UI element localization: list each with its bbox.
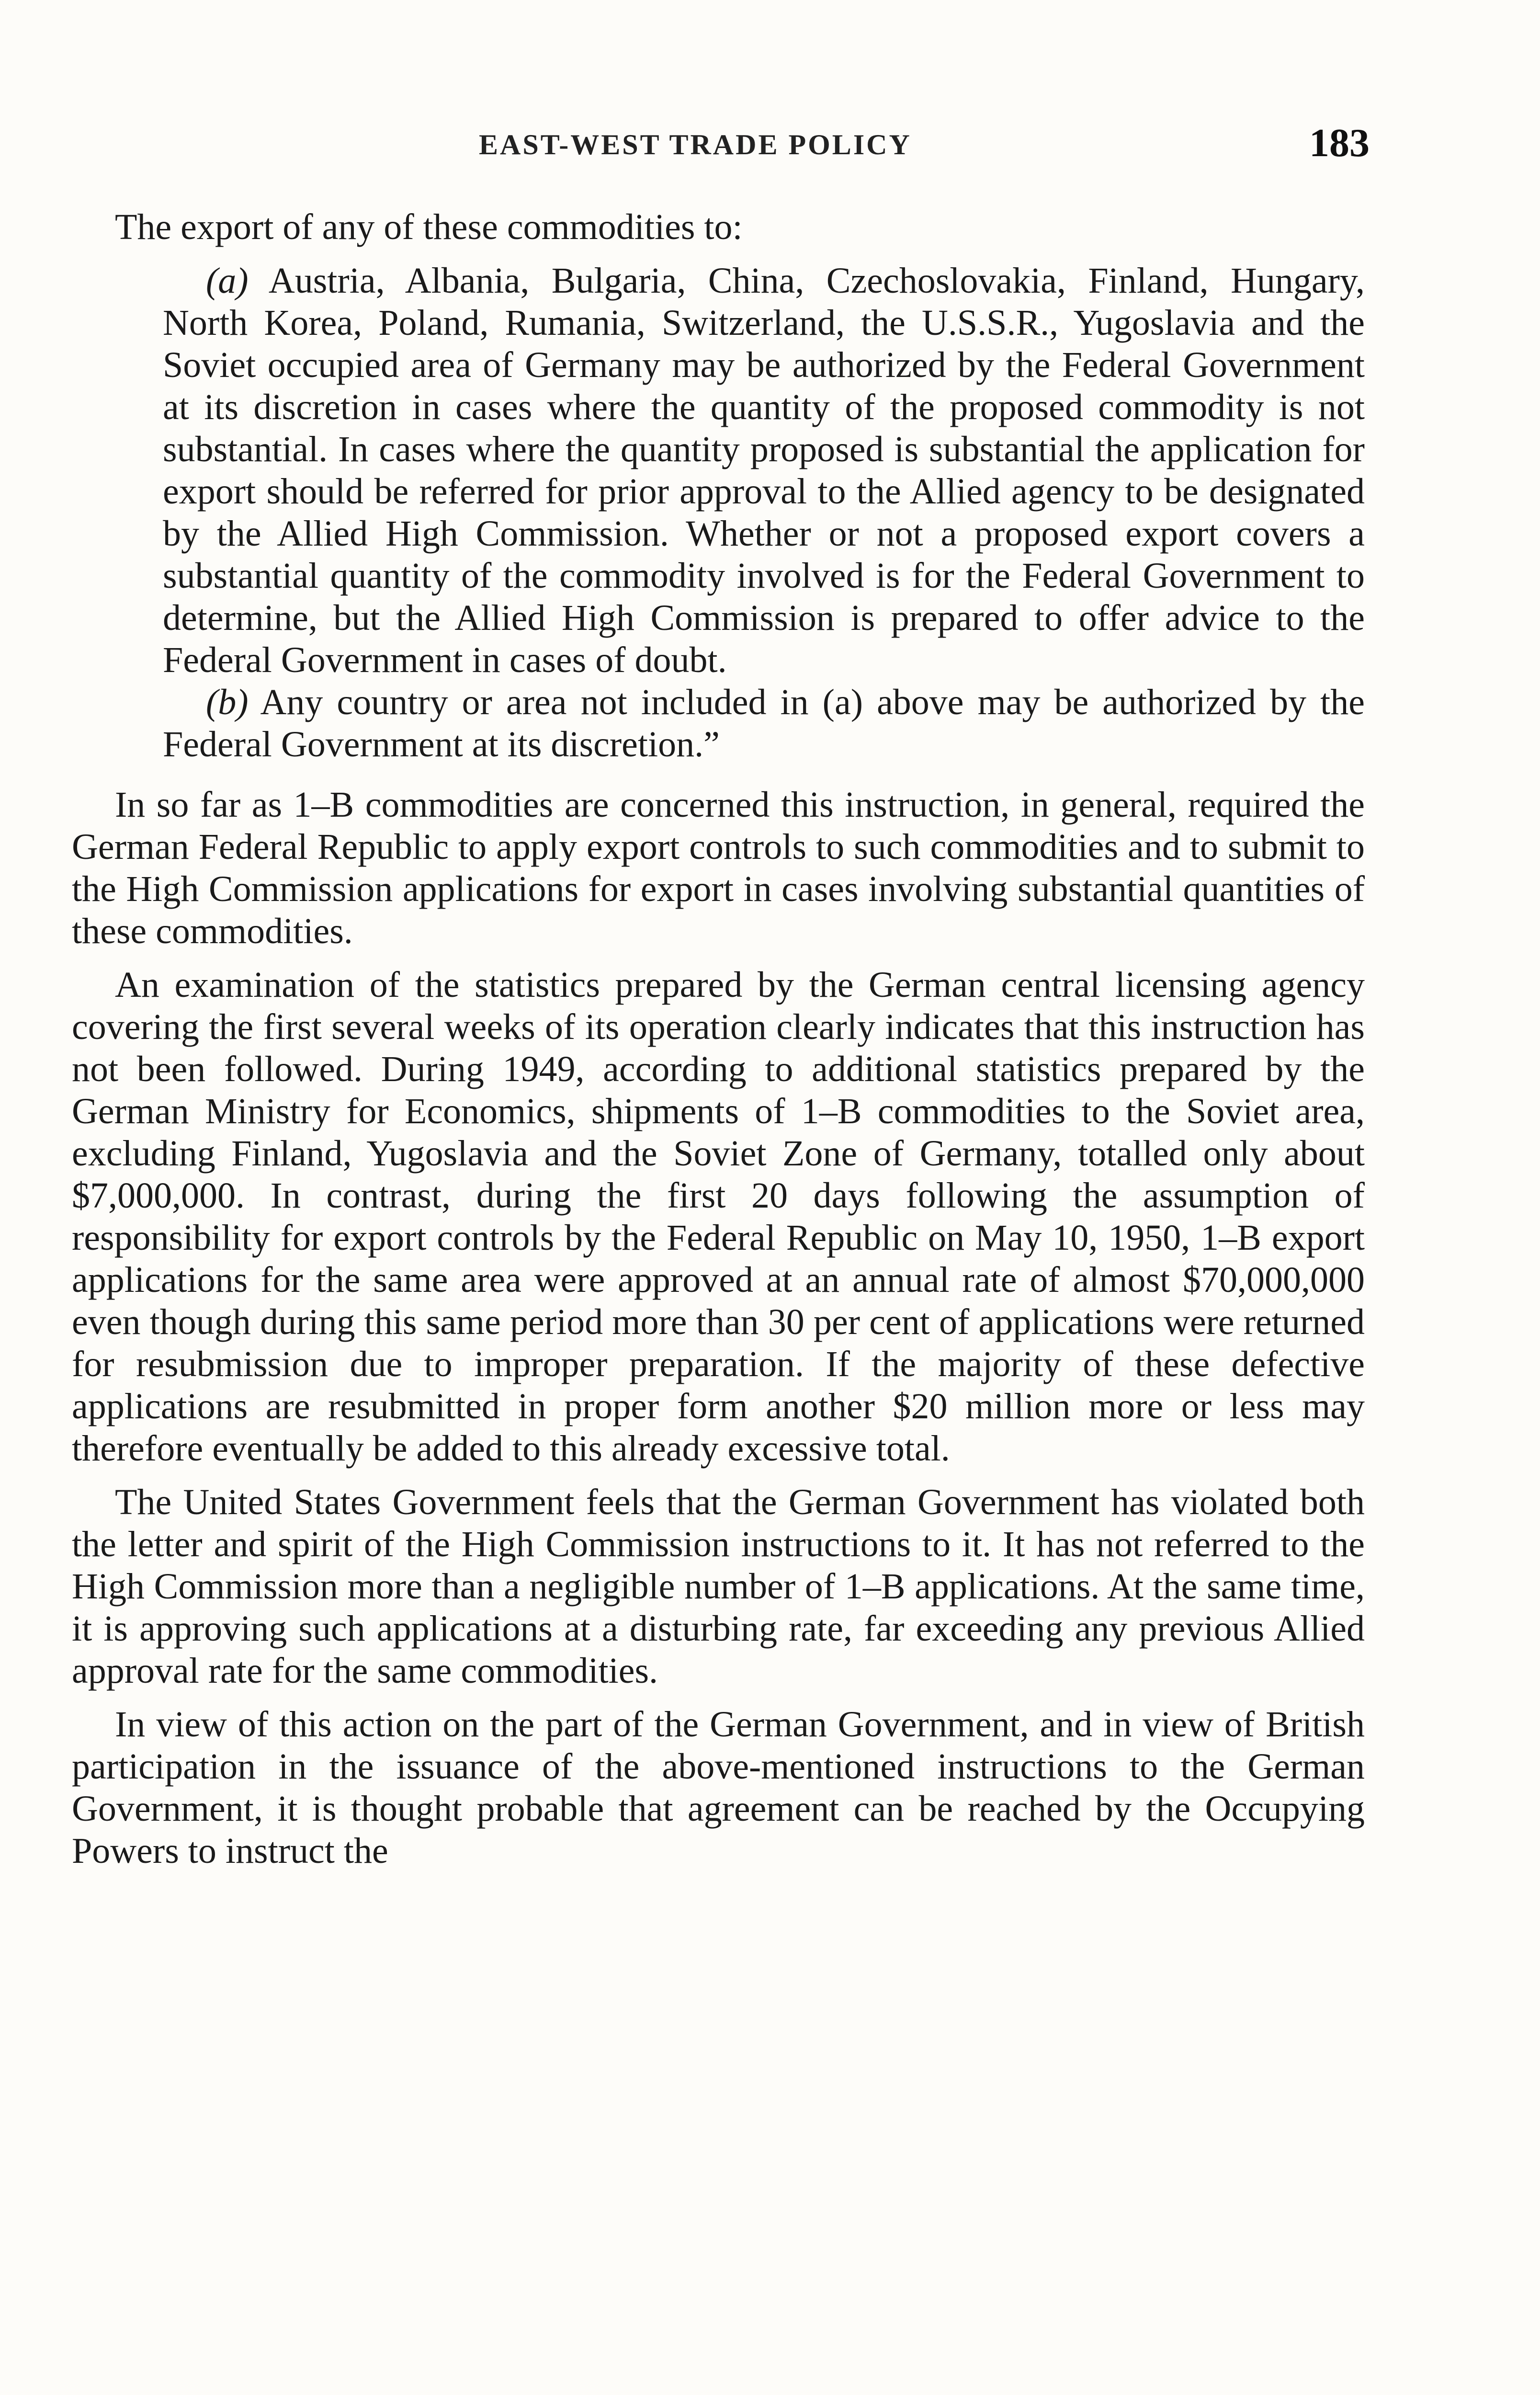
item-a-text: Austria, Albania, Bulgaria, China, Czechoslovakia, Finland, Hungary, North Korea, Poland, Rumania, Switzerland, the U.S.S.R., Yugoslavia and the Soviet occupied area of Germany may be authorized by the Federal Government at its discretion in cases where the quantity of the proposed commodity is not substantial. In cases where the quantity proposed is substantial the application for export should be referred for prior approval to the Allied agency to be designated by the Allied High Commission. Whether or not a proposed export covers a substantial quantity of the commodity involved is for the Federal Government to determine, but the Allied High Commission is prepared to offer advice to the Federal Government in cases of doubt. [163, 261, 1365, 680]
page-header [163, 120, 1370, 172]
running-title: EAST-WEST TRADE POLICY [479, 129, 912, 160]
paragraph-1: In so far as 1–B commodities are concerned this instruction, in general, required the German Federal Republic to apply export controls to such commodities and to submit to the High Commission applications for export in cases involving substantial quantities of these commodities. [72, 785, 1365, 951]
paragraph-4: In view of this action on the part of the German Government, and in view of British participation in the issuance of the above-mentioned instructions to the German Government, it is thought probable that agreement can be reached by the Occupying Powers to instruct the [72, 1704, 1365, 1871]
body-text [72, 206, 1365, 1872]
paragraph-2: An examination of the statistics prepared by the German central licensing agency covering the first several weeks of its operation clearly indicates that this instruction has not been followed. During 1949, according to additional statistics prepared by the German Ministry for Economics, shipments of 1–B commodities to the Soviet area, excluding Finland, Yugoslavia and the Soviet Zone of Germany, totalled only about $7,000,000. In contrast, during the first 20 days following the assumption of responsibility for export controls by the Federal Republic on May 10, 1950, 1–B export applications for the same area were approved at an annual rate of almost $70,000,000 even though during this same period more than 30 per cent of applications were returned for resubmission due to improper preparation. If the majority of these defective applications are resubmitted in proper form another $20 million more or less may therefore eventually be added to this already excessive total. [72, 965, 1365, 1469]
quote-item-a [163, 260, 1365, 681]
item-a-label: (a) [206, 261, 249, 301]
item-b-label: (b) [206, 682, 249, 722]
quote-intro: The export of any of these commodities to: [115, 207, 743, 247]
item-b-text: Any country or area not included in (a) above may be authorized by the Federal Government at its discretion.” [163, 682, 1365, 764]
page-number: 183 [1309, 121, 1370, 165]
block-quote [72, 260, 1365, 765]
quote-item-b [163, 681, 1365, 765]
paragraph-3: The United States Government feels that the German Government has violated both the letter and spirit of the High Commission instructions to it. It has not referred to the High Commission more than a negligible number of 1–B applications. At the same time, it is approving such applications at a disturbing rate, far exceeding any previous Allied approval rate for the same commodities. [72, 1482, 1365, 1691]
